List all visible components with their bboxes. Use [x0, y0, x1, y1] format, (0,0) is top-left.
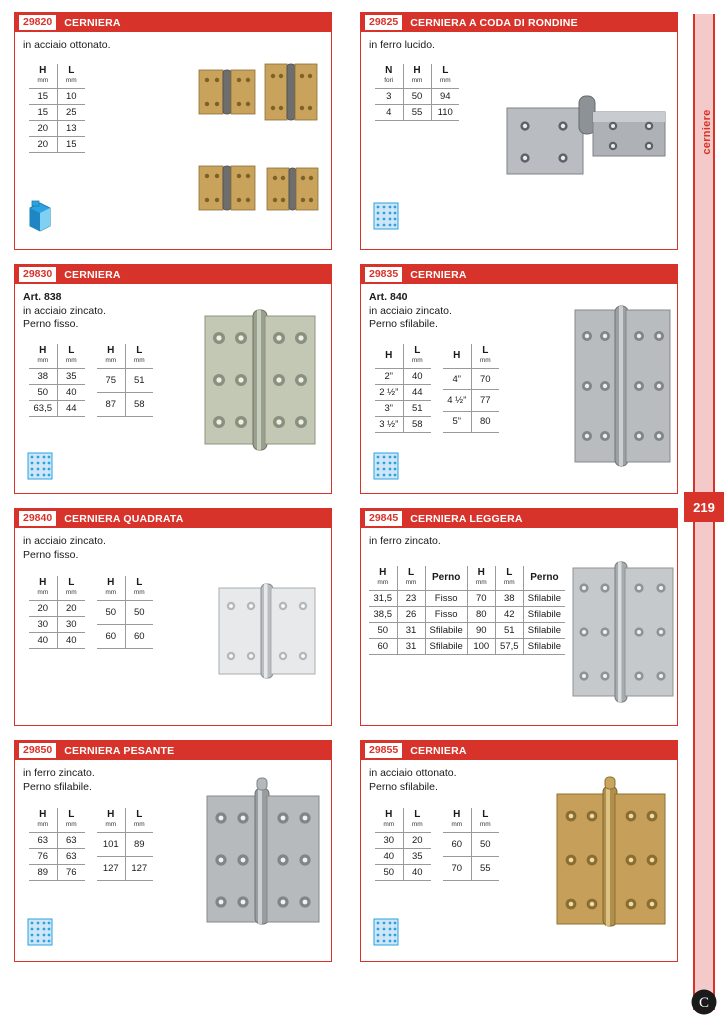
c-logo-icon — [690, 988, 718, 1016]
product-card-grid — [14, 12, 678, 962]
cell: 55 — [403, 105, 431, 121]
cell: 50 — [375, 865, 403, 881]
spec-tables — [369, 566, 565, 655]
cell: 31,5 — [369, 591, 397, 607]
product-title: CERNIERA QUADRATA — [64, 512, 184, 525]
product-code: 29840 — [19, 511, 56, 526]
col-head-h: H mm — [403, 64, 431, 89]
table-row — [29, 849, 85, 865]
cell: 38 — [495, 591, 523, 607]
col-head-l: L mm — [57, 808, 85, 833]
cell: 15 — [57, 137, 85, 153]
table-row — [375, 417, 431, 433]
card-body — [361, 760, 677, 961]
col-head-h: H — [375, 344, 403, 369]
cell: 60 — [369, 639, 397, 655]
product-card-29855[interactable] — [360, 740, 678, 962]
cell: 101 — [97, 833, 125, 857]
col-head-h: H mm — [29, 64, 57, 89]
spec-table — [97, 808, 153, 881]
cell: 50 — [471, 833, 499, 857]
table-row — [375, 401, 431, 417]
spec-table — [443, 808, 499, 881]
desc-line: Perno fisso. — [23, 318, 79, 330]
product-card-29835[interactable] — [360, 264, 678, 494]
table-row — [29, 89, 85, 105]
product-photo-heavy-hinge — [201, 774, 325, 934]
cell: 15 — [29, 105, 57, 121]
page-number: 219 — [684, 492, 724, 522]
desc-line: in acciaio zincato. — [23, 535, 106, 547]
cell: 2” — [375, 369, 403, 385]
cell: 40 — [57, 385, 85, 401]
cell: 3 ½” — [375, 417, 403, 433]
svg-text:C: C — [698, 995, 710, 1011]
cell: 76 — [29, 849, 57, 865]
cell: 58 — [403, 417, 431, 433]
cell: 42 — [495, 607, 523, 623]
card-header — [15, 265, 331, 284]
cell: 80 — [467, 607, 495, 623]
cell: 20 — [403, 833, 431, 849]
col-head-l: L mm — [431, 64, 459, 89]
desc-line: in acciaio ottonato. — [369, 767, 457, 779]
product-description — [369, 39, 435, 53]
cell: 127 — [125, 857, 153, 881]
product-code: 29850 — [19, 743, 56, 758]
table-row — [97, 369, 153, 393]
product-photo-zinc-hinge-large — [197, 306, 323, 456]
spec-table — [97, 344, 153, 417]
table-row — [97, 833, 153, 857]
product-card-29850[interactable] — [14, 740, 332, 962]
table-row — [375, 865, 431, 881]
desc-line: Perno sfilabile. — [23, 780, 92, 793]
cell: 44 — [57, 401, 85, 417]
cell: 87 — [97, 393, 125, 417]
cell: 60 — [443, 833, 471, 857]
col-head-l: L mm — [397, 566, 425, 591]
desc-line: in ferro lucido. — [369, 39, 435, 51]
cell: 25 — [57, 105, 85, 121]
cell: 127 — [97, 857, 125, 881]
table-row — [29, 833, 85, 849]
desc-line: in ferro zincato. — [369, 535, 441, 547]
table-row — [443, 411, 499, 432]
table-gap — [85, 576, 97, 649]
spec-tables — [29, 808, 153, 881]
card-body — [15, 284, 331, 493]
page-side-column — [684, 0, 724, 1024]
product-code: 29820 — [19, 15, 56, 30]
card-header — [361, 265, 677, 284]
product-photo-square-hinge — [213, 576, 323, 686]
cell: 51 — [403, 401, 431, 417]
col-head-h: H mm — [369, 566, 397, 591]
product-code: 29825 — [365, 15, 402, 30]
product-card-29845[interactable] — [360, 508, 678, 726]
col-head-h: H mm — [97, 576, 125, 601]
product-card-29830[interactable] — [14, 264, 332, 494]
table-row — [443, 833, 499, 857]
card-header — [15, 13, 331, 32]
cell: 20 — [57, 601, 85, 617]
blue-dotted-box-icon — [373, 452, 399, 482]
cell: 40 — [375, 849, 403, 865]
blue-dotted-box-icon — [373, 202, 399, 232]
desc-line: in ferro zincato. — [23, 767, 95, 779]
spec-table-wide — [369, 566, 565, 655]
cell: 4 ½” — [443, 390, 471, 411]
cell: 38,5 — [369, 607, 397, 623]
spec-table — [29, 344, 85, 417]
cell: 38 — [29, 369, 57, 385]
cell: Sfilabile — [523, 607, 565, 623]
cell: 63 — [57, 849, 85, 865]
cell: 20 — [29, 121, 57, 137]
table-row — [97, 625, 153, 649]
cell: 60 — [125, 625, 153, 649]
col-head-h: H — [443, 344, 471, 369]
product-code: 29845 — [365, 511, 402, 526]
blue-dotted-box-icon — [27, 918, 53, 948]
table-row — [97, 393, 153, 417]
cell: 2 ½” — [375, 385, 403, 401]
cell: 50 — [97, 601, 125, 625]
desc-line: Perno sfilabile. — [369, 780, 438, 793]
table-row — [29, 105, 85, 121]
cell: 3 — [375, 89, 403, 105]
spec-table — [375, 344, 431, 433]
cell: Sfilabile — [523, 591, 565, 607]
table-row — [443, 857, 499, 881]
cell: 26 — [397, 607, 425, 623]
cell: 44 — [403, 385, 431, 401]
product-photo-hinges-brass-four — [193, 50, 325, 240]
spec-tables — [29, 64, 85, 153]
table-row — [29, 601, 85, 617]
card-header — [15, 509, 331, 528]
col-head-l: L mm — [57, 64, 85, 89]
blue-dotted-box-icon — [373, 918, 399, 948]
cell: 63,5 — [29, 401, 57, 417]
table-row — [29, 865, 85, 881]
col-head-h: H mm — [97, 344, 125, 369]
desc-line: in acciaio ottonato. — [23, 39, 111, 51]
table-row — [443, 369, 499, 390]
product-description — [23, 39, 111, 53]
cell: 51 — [495, 623, 523, 639]
cell: 15 — [29, 89, 57, 105]
cell: 50 — [125, 601, 153, 625]
table-row — [97, 601, 153, 625]
table-row — [375, 89, 459, 105]
cell: 60 — [97, 625, 125, 649]
card-body — [15, 528, 331, 725]
product-card-29825[interactable] — [360, 12, 678, 250]
col-head-h: H mm — [443, 808, 471, 833]
product-card-29820[interactable] — [14, 12, 332, 250]
product-title: CERNIERA A CODA DI RONDINE — [410, 16, 578, 29]
table-row — [29, 137, 85, 153]
product-code: 29835 — [365, 267, 402, 282]
cell: 77 — [471, 390, 499, 411]
cell: 40 — [403, 369, 431, 385]
spec-tables — [375, 808, 499, 881]
desc-line: in acciaio zincato. — [369, 304, 452, 317]
cell: 100 — [467, 639, 495, 655]
cell: 5” — [443, 411, 471, 432]
spec-table — [375, 64, 459, 121]
col-head-h: H mm — [29, 344, 57, 369]
cell: 110 — [431, 105, 459, 121]
cell: 55 — [471, 857, 499, 881]
cell: 3” — [375, 401, 403, 417]
cell: 23 — [397, 591, 425, 607]
table-row — [443, 390, 499, 411]
product-description — [369, 291, 452, 332]
table-row — [29, 369, 85, 385]
cell: 63 — [57, 833, 85, 849]
spec-tables — [375, 344, 499, 433]
card-body — [361, 284, 677, 493]
cell: 31 — [397, 639, 425, 655]
table-gap — [431, 344, 443, 433]
card-body — [15, 760, 331, 961]
col-head-h: H mm — [29, 576, 57, 601]
cell: 30 — [57, 617, 85, 633]
col-head-h: H mm — [29, 808, 57, 833]
product-title: CERNIERA — [64, 16, 121, 29]
cell: 94 — [431, 89, 459, 105]
cell: 90 — [467, 623, 495, 639]
table-row — [369, 639, 565, 655]
product-card-29840[interactable] — [14, 508, 332, 726]
spec-tables — [29, 344, 153, 417]
spec-table — [29, 64, 85, 153]
product-photo-steel-hinge-tall — [571, 302, 675, 472]
table-row — [375, 849, 431, 865]
spec-table — [29, 808, 85, 881]
section-label: cerniere — [701, 109, 713, 155]
cell: Fisso — [425, 607, 467, 623]
table-row — [369, 623, 565, 639]
cell: 57,5 — [495, 639, 523, 655]
col-head-h2: H mm — [467, 566, 495, 591]
col-head-l: L mm — [57, 576, 85, 601]
spec-table — [97, 576, 153, 649]
product-code: 29830 — [19, 267, 56, 282]
table-row — [375, 369, 431, 385]
cell: 13 — [57, 121, 85, 137]
table-row — [375, 833, 431, 849]
card-body — [15, 32, 331, 249]
table-row — [29, 617, 85, 633]
cell: 30 — [29, 617, 57, 633]
table-gap — [85, 808, 97, 881]
cell: 35 — [403, 849, 431, 865]
table-row — [97, 857, 153, 881]
cell: 40 — [29, 633, 57, 649]
table-row — [375, 105, 459, 121]
product-description — [23, 535, 106, 562]
table-row — [29, 633, 85, 649]
card-header — [15, 741, 331, 760]
cell: 4 — [375, 105, 403, 121]
cell: 70 — [443, 857, 471, 881]
desc-line: in acciaio zincato. — [23, 304, 106, 317]
cell: 50 — [369, 623, 397, 639]
cell: 70 — [467, 591, 495, 607]
spec-table — [29, 576, 85, 649]
product-description — [369, 767, 457, 794]
product-title: CERNIERA — [64, 268, 121, 281]
blue-cube-icon — [27, 200, 53, 230]
cell: 80 — [471, 411, 499, 432]
product-photo-light-hinge — [569, 558, 678, 708]
card-body — [361, 32, 677, 249]
cell: 70 — [471, 369, 499, 390]
cell: 75 — [97, 369, 125, 393]
product-title: CERNIERA — [410, 744, 467, 757]
col-head-l: L mm — [403, 344, 431, 369]
col-head-perno2: Perno — [523, 566, 565, 591]
cell: 31 — [397, 623, 425, 639]
cell: 20 — [29, 137, 57, 153]
table-row — [29, 121, 85, 137]
product-description — [369, 535, 441, 549]
cell: 30 — [375, 833, 403, 849]
desc-article: Art. 838 — [23, 291, 62, 303]
card-body — [361, 528, 677, 725]
cell: 51 — [125, 369, 153, 393]
col-head-n: N fori — [375, 64, 403, 89]
table-row — [375, 385, 431, 401]
col-head-l: L mm — [125, 576, 153, 601]
cell: 89 — [29, 865, 57, 881]
cell: 58 — [125, 393, 153, 417]
product-photo-dovetail-hinge — [501, 82, 673, 202]
blue-dotted-box-icon — [27, 452, 53, 482]
cell: Sfilabile — [425, 639, 467, 655]
col-head-l: L mm — [125, 344, 153, 369]
col-head-h: H mm — [97, 808, 125, 833]
cell: 40 — [57, 633, 85, 649]
cell: 50 — [403, 89, 431, 105]
spec-tables — [29, 576, 153, 649]
desc-article: Art. 840 — [369, 291, 408, 303]
spec-table — [375, 808, 431, 881]
col-head-l2: L mm — [495, 566, 523, 591]
col-head-l: L mm — [471, 808, 499, 833]
cell: 76 — [57, 865, 85, 881]
spec-table — [443, 344, 499, 433]
card-header — [361, 741, 677, 760]
cell: Fisso — [425, 591, 467, 607]
cell: 50 — [29, 385, 57, 401]
product-code: 29855 — [365, 743, 402, 758]
cell: Sfilabile — [523, 623, 565, 639]
table-row — [369, 591, 565, 607]
col-head-l: L mm — [403, 808, 431, 833]
cell: 35 — [57, 369, 85, 385]
product-description — [23, 767, 95, 794]
table-gap — [85, 344, 97, 417]
table-gap — [431, 808, 443, 881]
spec-tables — [375, 64, 459, 121]
table-row — [29, 401, 85, 417]
desc-line: Perno sfilabile. — [369, 318, 438, 330]
col-head-l: L mm — [471, 344, 499, 369]
product-description — [23, 291, 106, 332]
product-photo-brass-hinge — [551, 774, 673, 938]
col-head-h: H mm — [375, 808, 403, 833]
cell: 4” — [443, 369, 471, 390]
col-head-perno: Perno — [425, 566, 467, 591]
table-row — [369, 607, 565, 623]
card-header — [361, 509, 677, 528]
col-head-l: L mm — [125, 808, 153, 833]
product-title: CERNIERA LEGGERA — [410, 512, 523, 525]
cell: 63 — [29, 833, 57, 849]
cell: 20 — [29, 601, 57, 617]
product-title: CERNIERA — [410, 268, 467, 281]
cell: Sfilabile — [425, 623, 467, 639]
cell: 10 — [57, 89, 85, 105]
product-title: CERNIERA PESANTE — [64, 744, 175, 757]
cell: Sfilabile — [523, 639, 565, 655]
table-row — [29, 385, 85, 401]
col-head-l: L mm — [57, 344, 85, 369]
card-header — [361, 13, 677, 32]
cell: 89 — [125, 833, 153, 857]
cell: 40 — [403, 865, 431, 881]
desc-line: Perno fisso. — [23, 548, 79, 561]
